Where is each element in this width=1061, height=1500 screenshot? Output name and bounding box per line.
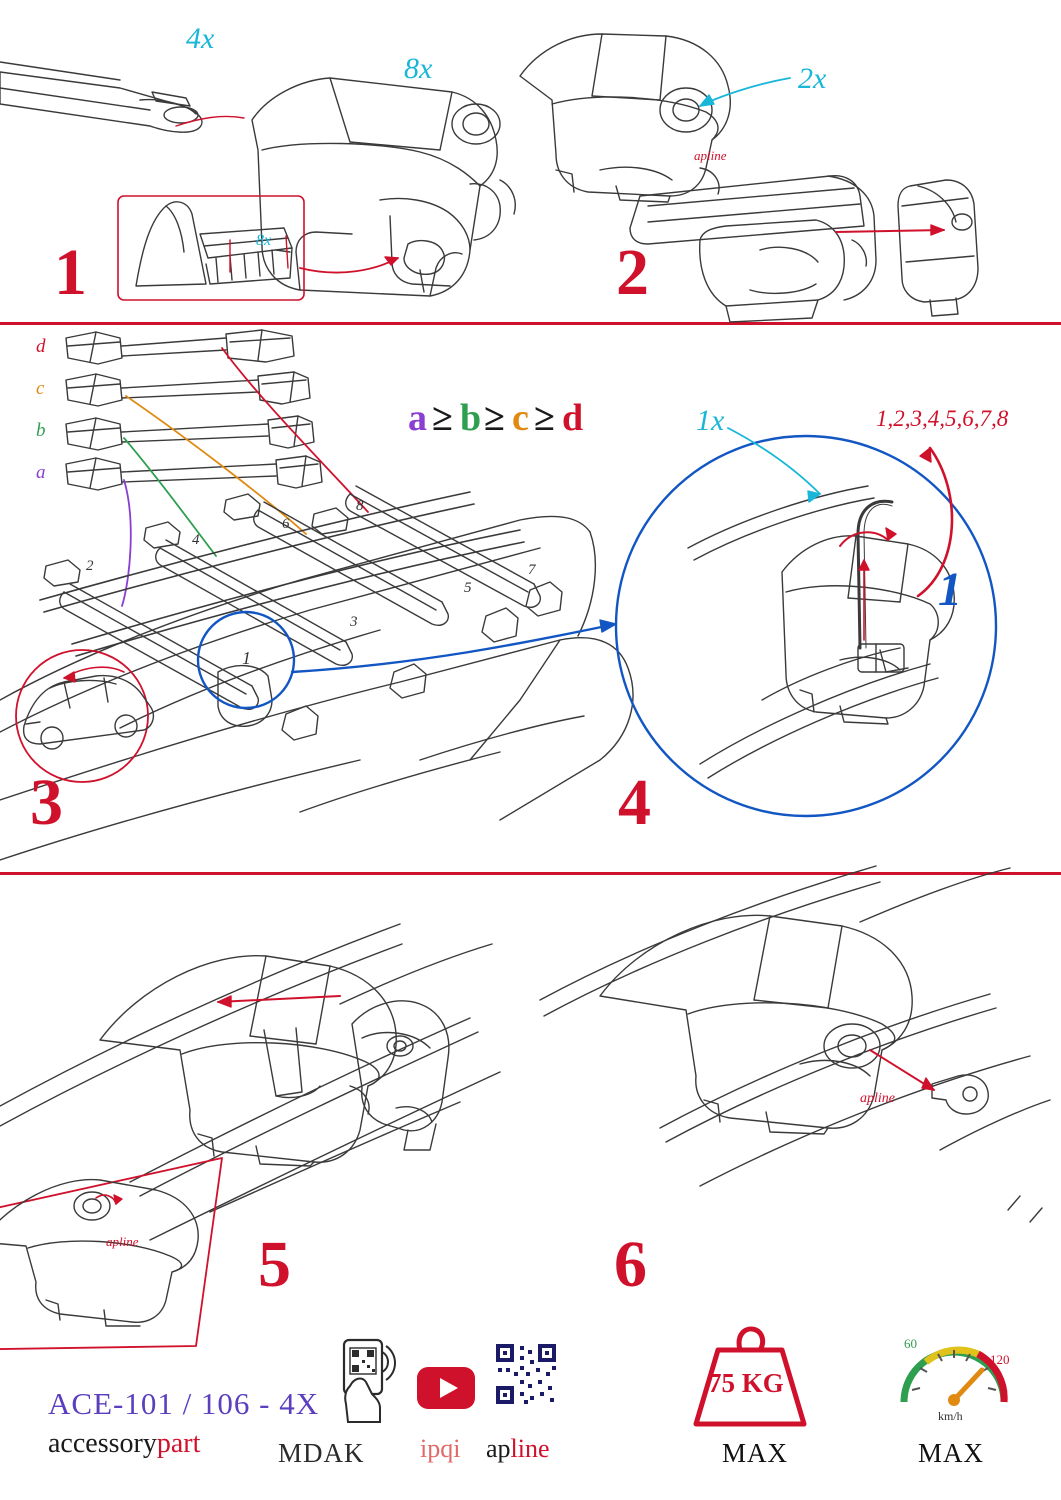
speed-max-tick: 120 <box>990 1352 1010 1367</box>
position-number-7: 7 <box>528 562 536 578</box>
inequality-op-3: ≥ <box>534 397 555 439</box>
inequality-op-2: ≥ <box>484 397 505 439</box>
brand-accessory-text: accessory <box>48 1428 157 1459</box>
step-number-5: 5 <box>258 1228 289 1301</box>
tightening-sequence-label: 1,2,3,4,5,6,7,8 <box>876 406 1009 431</box>
svg-text:apline: apline <box>860 1091 895 1106</box>
step-number-4: 4 <box>618 766 649 839</box>
position-number-3: 3 <box>350 614 358 630</box>
step-number-6: 6 <box>614 1228 645 1301</box>
quantity-4x: 4x <box>186 22 215 55</box>
position-number-1: 1 <box>242 648 251 668</box>
step-number-3: 3 <box>30 766 61 839</box>
bar-label-b: b <box>36 420 46 441</box>
load-value: 75 KG <box>708 1368 784 1398</box>
svg-text:apline: apline <box>694 148 727 163</box>
quantity-1x: 1x <box>696 404 725 437</box>
partner-name-mdak <box>278 1438 365 1469</box>
inequality-d: d <box>562 397 584 439</box>
step4-detail-number: 1 <box>938 563 962 616</box>
quantity-8x: 8x <box>404 52 433 85</box>
inequality-a: a <box>408 397 427 439</box>
speed-unit: km/h <box>938 1409 963 1423</box>
position-number-8: 8 <box>356 498 364 514</box>
position-number-4: 4 <box>192 532 200 548</box>
youtube-icon[interactable] <box>416 1366 476 1410</box>
step-number-2: 2 <box>616 236 647 309</box>
svg-text:apline: apline <box>106 1234 139 1249</box>
bar-label-d: d <box>36 336 46 357</box>
apline-accent-text: line <box>510 1434 550 1463</box>
position-number-6: 6 <box>282 516 290 532</box>
mdak-text: MDAK <box>278 1438 365 1468</box>
bar-label-a: a <box>36 462 46 483</box>
phone-nfc-icon <box>336 1338 406 1424</box>
divider-1 <box>0 322 1061 325</box>
ipqi-text: ipqi <box>420 1434 461 1463</box>
speed-max-caption: MAX <box>918 1438 985 1468</box>
load-max-caption: MAX <box>722 1438 789 1468</box>
position-number-5: 5 <box>464 580 472 596</box>
speed-min-tick: 60 <box>904 1336 917 1351</box>
divider-2 <box>0 872 1061 875</box>
partner-name-ipqi <box>420 1434 460 1464</box>
qr-code-icon <box>494 1342 558 1406</box>
step-number-1: 1 <box>54 236 85 309</box>
quantity-8x-inset: 8x <box>256 232 272 249</box>
inequality-b: b <box>460 397 482 439</box>
bar-label-c: c <box>36 378 45 399</box>
product-code: ACE-101 / 106 - 4X <box>48 1386 320 1421</box>
brand-accessorypart <box>48 1428 200 1460</box>
brand-part-text: part <box>156 1428 201 1459</box>
inequality-op-1: ≥ <box>432 397 453 439</box>
partner-name-apline: apline <box>486 1434 550 1463</box>
position-number-2: 2 <box>86 558 94 574</box>
quantity-2x: 2x <box>798 62 827 95</box>
speedometer-icon <box>890 1306 1018 1430</box>
inequality-c: c <box>512 397 529 439</box>
